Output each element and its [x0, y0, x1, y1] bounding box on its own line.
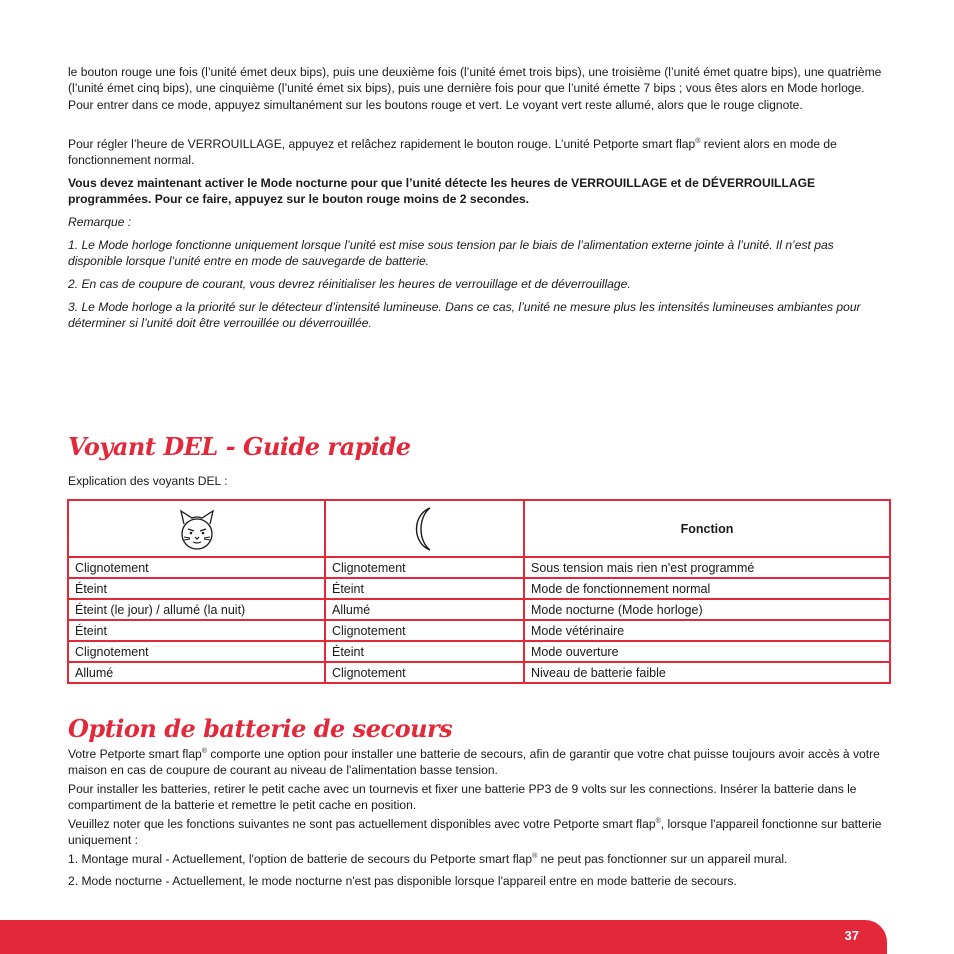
function-cell: Mode nocturne (Mode horloge) [524, 599, 890, 620]
battery-item-1: 1. Montage mural - Actuellement, l'option de batterie de secours du Petporte smart flap® ne peut pas fonctionner sur un appareil mural. [68, 852, 788, 866]
led-table-header [68, 500, 890, 557]
moon-icon [404, 505, 444, 553]
page-number: 37 [844, 928, 859, 943]
table-row [68, 557, 890, 578]
intro-paragraph: le bouton rouge une fois (l’unité émet deux bips), puis une deuxième fois (l’unité émet trois bips), une troisième (l’unité émet quatre bips), une quatrième (l’unité émet cinq bips), une cinquième (l’unité émet six bips), puis une dernière fois pour que l’unité émette 7 bips ; vous êtes alors en Mode horloge. Pour entrer dans ce mode, appuyez simultanément sur les boutons rouge et vert. Le voyant vert reste allumé, alors que le rouge clignote. [68, 65, 882, 112]
lock-time-paragraph: Pour régler l’heure de VERROUILLAGE, appuyez et relâchez rapidement le bouton rouge. L’unité Petporte smart flap® revient alors en mode de fonctionnement normal. [68, 137, 837, 168]
note-3: 3. Le Mode horloge a la priorité sur le détecteur d’intensité lumineuse. Dans ce cas, l’unité ne mesure plus les intensités lumineuses ambiantes pour déterminer si l’unité doit être verrouillée ou déverrouillée. [68, 300, 861, 331]
moon-led-cell: Allumé [325, 599, 524, 620]
battery-paragraph-2: Pour installer les batteries, retirer le petit cache avec un tournevis et fixer une batterie PP3 de 9 volts sur les connections. Insérer la batterie dans le compartiment de la batterie et remettre le petit cache en position. [68, 782, 857, 813]
cat-icon [176, 507, 218, 551]
battery-paragraph-1: Votre Petporte smart flap® comporte une option pour installer une batterie de secours, afin de garantir que votre chat puisse toujours avoir accès à votre maison en cas de coupure de courant au niveau de l'alimentation basse tension. [68, 747, 880, 778]
cat-led-cell: Allumé [68, 662, 325, 683]
moon-led-cell: Clignotement [325, 557, 524, 578]
remark-label: Remarque : [68, 215, 132, 229]
led-section-title: Voyant DEL - Guide rapide [68, 432, 411, 461]
function-column-header: Fonction [524, 500, 890, 557]
table-row [68, 599, 890, 620]
battery-section-title: Option de batterie de secours [68, 714, 453, 743]
moon-led-cell: Éteint [325, 641, 524, 662]
cat-led-cell: Éteint (le jour) / allumé (la nuit) [68, 599, 325, 620]
moon-led-cell: Clignotement [325, 620, 524, 641]
cat-led-cell: Éteint [68, 620, 325, 641]
function-cell: Sous tension mais rien n'est programmé [524, 557, 890, 578]
moon-led-cell: Éteint [325, 578, 524, 599]
function-cell: Niveau de batterie faible [524, 662, 890, 683]
cat-led-cell: Clignotement [68, 641, 325, 662]
cat-led-cell: Clignotement [68, 557, 325, 578]
cat-led-cell: Éteint [68, 578, 325, 599]
footer-bar [0, 920, 887, 954]
table-row [68, 578, 890, 599]
moon-led-cell: Clignotement [325, 662, 524, 683]
function-cell: Mode de fonctionnement normal [524, 578, 890, 599]
battery-paragraph-3: Veuillez noter que les fonctions suivantes ne sont pas actuellement disponibles avec votre Petporte smart flap®, lorsque l'appareil fonctionne sur batterie uniquement : [68, 817, 882, 848]
table-row [68, 662, 890, 683]
table-row [68, 620, 890, 641]
function-cell: Mode vétérinaire [524, 620, 890, 641]
note-1: 1. Le Mode horloge fonctionne uniquement lorsque l’unité est mise sous tension par le biais de l’alimentation externe jointe à l’unité. Il n’est pas disponible lorsque l’unité entre en mode de sauvegarde de batterie. [68, 238, 834, 269]
night-mode-instruction: Vous devez maintenant activer le Mode nocturne pour que l’unité détecte les heures de VERROUILLAGE et de DÉVERROUILLAGE programmées. Pour ce faire, appuyez sur le bouton rouge moins de 2 secondes. [68, 176, 816, 207]
table-row [68, 641, 890, 662]
note-2: 2. En cas de coupure de courant, vous devrez réinitialiser les heures de verrouillage et de déverrouillage. [68, 277, 631, 291]
cat-column-header [68, 500, 325, 557]
battery-item-2: 2. Mode nocturne - Actuellement, le mode nocturne n'est pas disponible lorsque l'appareil entre en mode batterie de secours. [68, 874, 737, 888]
function-cell: Mode ouverture [524, 641, 890, 662]
led-table [67, 499, 891, 684]
led-intro: Explication des voyants DEL : [68, 474, 228, 488]
moon-column-header [325, 500, 524, 557]
